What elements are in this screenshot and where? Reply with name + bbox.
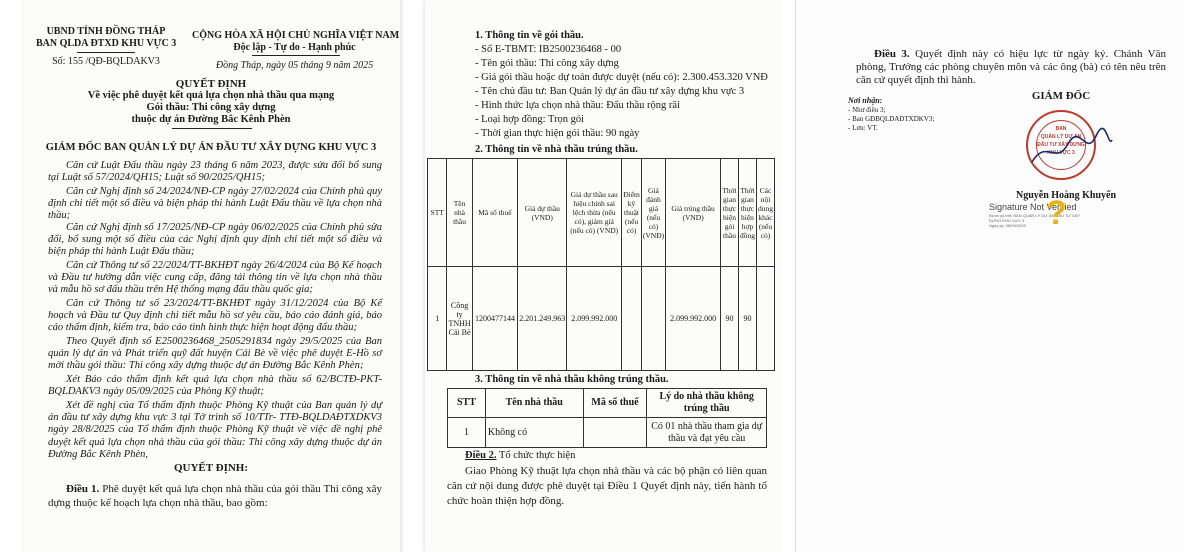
- article-1-label: Điều 1.: [66, 483, 100, 495]
- loser-stt: 1: [448, 418, 486, 448]
- winner-header-row: [428, 159, 775, 267]
- signer-name: Nguyễn Hoàng Khuyến: [1015, 190, 1117, 201]
- loser-header-row: [448, 389, 767, 418]
- recipient-1: - Như điều 3;: [848, 106, 886, 114]
- col-tax: Mã số thuế: [472, 159, 518, 267]
- basis-4: Căn cứ Thông tư số 22/2024/TT-BKHĐT ngày 26/4/2024 của Bộ Kế hoạch và Đầu tư hướng dẫn việc cung cấp, đăng tải thông tin về lựa chọn nhà thầu và mẫu hồ sơ đấu thầu trên Hệ thống mạng đấu thầu quốc gia;: [48, 260, 382, 296]
- col-name: Tên nhà thầu: [447, 159, 472, 267]
- article-2-label: Điều 2.: [465, 450, 497, 461]
- col-adjusted: Giá dự thầu sau hiệu chỉnh sai lệch thừa (nếu có), giảm giá (nếu có) (VND): [567, 159, 622, 267]
- article-3-text: Quyết định này có hiệu lực từ ngày ký. Chánh Văn phòng, Trưởng các phòng chuyên môn và các ông (bà) có tên nêu trên căn cứ quyết định thi hành.: [856, 48, 1166, 86]
- basis-2: Căn cứ Nghị định số 24/2024/NĐ-CP ngày 27/02/2024 của Chính phủ quy định chi tiết một số điều và biện pháp thi hành Luật Đấu thầu về lựa chọn nhà thầu;: [48, 186, 382, 222]
- article-1: [48, 482, 382, 510]
- winner-adjusted: 2.099.992.000: [567, 267, 622, 371]
- col-other: Các nội dung khác (nếu có): [756, 159, 774, 267]
- basis-5: Căn cứ Thông tư số 23/2024/TT-BKHĐT ngày 31/12/2024 của Bộ Kế hoạch và Đầu tư Quy định chi tiết mẫu hồ sơ yêu cầu, báo cáo đánh giá, báo cáo thẩm định, kiểm tra, báo cáo tình hình thực hiện hoạt động đấu thầu;: [48, 298, 382, 334]
- signature-detail-2: DỰNG KHU VỰC 3: [989, 218, 1025, 223]
- basis-1: Căn cứ Luật Đấu thầu ngày 23 tháng 6 năm 2023, được sửa đổi bổ sung tại Luật số 57/2024/QH15; Luật số 90/2025/QH15;: [48, 160, 382, 184]
- winner-table: [427, 158, 775, 371]
- decide-heading: QUYẾT ĐỊNH:: [173, 462, 249, 474]
- section-2-title: 2. Thông tin về nhà thầu trúng thầu.: [475, 144, 638, 155]
- loser-col-tax: Mã số thuế: [583, 389, 647, 418]
- org-underline: [77, 52, 135, 53]
- page-3: [795, 0, 1183, 552]
- nation-underline: [252, 55, 340, 56]
- subject-line-1: Về việc phê duyệt kết quả lựa chọn nhà thầu qua mạng: [87, 90, 335, 101]
- signature-detail-3: Ngày ký: 05/09/2025: [989, 223, 1026, 228]
- col-tech-score: Điểm kỹ thuật (nếu có): [622, 159, 642, 267]
- decision-date: Đồng Tháp, ngày 05 tháng 9 năm 2025: [215, 60, 374, 71]
- signer-title: GIÁM ĐỐC: [1031, 90, 1091, 102]
- nation-line-2: Độc lập - Tự do - Hạnh phúc: [233, 42, 356, 53]
- section-1-title: 1. Thông tin về gói thầu.: [475, 30, 584, 41]
- package-item-5: - Hình thức lựa chọn nhà thầu: Đấu thầu rộng rãi: [475, 100, 680, 111]
- doc-type: QUYẾT ĐỊNH: [175, 78, 247, 90]
- stamp-text-3: ĐẦU TƯ XÂY DỰNG: [1037, 142, 1085, 148]
- col-contract-time: Thời gian thực hiện hợp đồng: [738, 159, 756, 267]
- package-item-1: - Số E-TBMT: IB2500236468 - 00: [475, 44, 622, 55]
- recipients-title: Nơi nhận:: [848, 96, 883, 105]
- table-row: [448, 418, 767, 448]
- article-3: [856, 48, 1166, 87]
- package-item-2: - Tên gói thầu: Thi công xây dựng: [475, 58, 619, 69]
- winner-contract-time: 90: [738, 267, 756, 371]
- loser-name: Không có: [485, 418, 583, 448]
- loser-table: [447, 388, 767, 448]
- winner-tech-score: [622, 267, 642, 371]
- authority-title: GIÁM ĐỐC BAN QUẢN LÝ DỰ ÁN ĐẦU TƯ XÂY DỰNG KHU VỰC 3: [45, 142, 377, 153]
- article-2-title: Tổ chức thực hiện: [498, 450, 576, 461]
- winner-other: [756, 267, 774, 371]
- page-2: [425, 0, 782, 552]
- article-2-heading: [465, 450, 575, 463]
- loser-tax: [583, 418, 647, 448]
- signature-status: Signature Not Verified: [989, 202, 1077, 212]
- page-1: [22, 0, 400, 552]
- stamp-text-1: BAN: [1055, 126, 1067, 132]
- decision-number: Số: 155 /QĐ-BQLDAKV3: [52, 56, 160, 67]
- subject-line-2: Gói thầu: Thi công xây dựng: [146, 102, 276, 113]
- package-item-4: - Tên chủ đầu tư: Ban Quản lý dự án đầu tư xây dựng khu vực 3: [475, 86, 745, 97]
- recipient-3: - Lưu: VT.: [848, 124, 878, 132]
- winner-tax: 1200477144: [472, 267, 518, 371]
- loser-col-name: Tên nhà thầu: [485, 389, 583, 418]
- recipient-2: - Ban GĐBQLDAĐTXDKV3;: [848, 115, 935, 123]
- article-2-text: Giao Phòng Kỹ thuật lựa chọn nhà thầu và các bộ phận có liên quan căn cứ nội dung được phê duyệt tại Điều 1 Quyết định này, tiến hành tổ chức hoàn thiện hợp đồng.: [447, 465, 767, 507]
- package-item-6: - Loại hợp đồng: Trọn gói: [475, 114, 585, 125]
- winner-eval-price: [641, 267, 665, 371]
- loser-col-reason: Lý do nhà thầu không trúng thầu: [647, 389, 767, 418]
- winner-package-time: 90: [721, 267, 739, 371]
- stamp-text-4: KHU VỰC 3: [1047, 150, 1075, 156]
- basis-7: Xét Báo cáo thẩm định kết quả lựa chọn nhà thầu số 62/BCTĐ-PKT-BQLDAKV3 ngày 05/09/2025 của Phòng Kỹ thuật;: [48, 374, 382, 398]
- org-line-2: BAN QLDA ĐTXD KHU VỰC 3: [36, 38, 177, 49]
- article-3-label: Điều 3.: [874, 48, 910, 60]
- package-item-7: - Thời gian thực hiện gói thầu: 90 ngày: [475, 128, 640, 139]
- table-row: [428, 267, 775, 371]
- col-win-price: Giá trúng thầu (VND): [666, 159, 721, 267]
- col-bid: Giá dự thầu (VND): [518, 159, 567, 267]
- handwritten-signature: [1026, 118, 1116, 178]
- package-item-3: - Giá gói thầu hoặc dự toán được duyệt (nếu có): 2.300.453.320 VNĐ: [475, 72, 768, 83]
- question-mark-icon: ?: [1046, 194, 1067, 232]
- col-eval-price: Giá đánh giá (nếu có) (VNĐ): [641, 159, 665, 267]
- nation-line-1: CỘNG HÒA XÃ HỘI CHỦ NGHĨA VIỆT NAM: [192, 30, 400, 41]
- stamp-text-2: QUẢN LÝ DỰ ÁN: [1040, 134, 1082, 140]
- subject-underline: [172, 128, 252, 129]
- basis-3: Căn cứ Nghị định số 17/2025/NĐ-CP ngày 06/02/2025 của Chính phủ sửa đổi, bổ sung một số điều của các Nghị định quy định chi tiết một số điều và biện pháp thi hành Luật Đấu thầu;: [48, 222, 382, 258]
- signature-detail-1: Được ký bởi: BAN QUẢN LÝ DỰ ÁN ĐẦU TƯ XÂY: [989, 213, 1080, 218]
- loser-reason: Có 01 nhà thầu tham gia dự thầu và đạt yêu cầu: [647, 418, 767, 448]
- article-1-text: Phê duyệt kết quả lựa chọn nhà thầu của gói thầu Thi công xây dựng thuộc kế hoạch lựa chọn nhà thầu, bao gồm:: [48, 483, 383, 509]
- winner-name: Công ty TNHH Cái Bè: [447, 267, 472, 371]
- winner-stt: 1: [428, 267, 447, 371]
- section-3-title: 3. Thông tin về nhà thầu không trúng thầu.: [475, 374, 669, 385]
- subject-line-3: thuộc dự án Đường Bắc Kênh Phèn: [131, 114, 291, 125]
- winner-bid: 2.201.249.963: [518, 267, 567, 371]
- basis-6: Theo Quyết định số E2500236468_2505291834 ngày 29/5/2025 của Ban quản lý dự án và Phát triển quỹ đất huyện Cái Bè về việc phê duyệt E-Hồ sơ mời thầu gói thầu: Thi công xây dựng thuộc dự án Đường Bắc Kênh Phèn;: [48, 336, 382, 372]
- col-package-time: Thời gian thực hiện gói thầu: [721, 159, 739, 267]
- basis-8: Xét đề nghị của Tổ thẩm định thuộc Phòng Kỹ thuật của Ban quản lý dự án đầu tư xây dựng khu vực 3 tại Tờ trình số 10/TTr- TTĐ-BQLDAĐTXDKV3 ngày 28/8/2025 của Tổ thẩm định thuộc Phòng Kỹ thuật về việc đề nghị phê duyệt kết quả lựa chọn nhà thầu của gói thầu: Thi công xây dựng thuộc dự án Đường Bắc Kênh Phèn,: [48, 400, 382, 460]
- winner-win-price: 2.099.992.000: [666, 267, 721, 371]
- org-line-1: UBND TỈNH ĐỒNG THÁP: [46, 26, 166, 37]
- col-stt: STT: [428, 159, 447, 267]
- loser-col-stt: STT: [448, 389, 486, 418]
